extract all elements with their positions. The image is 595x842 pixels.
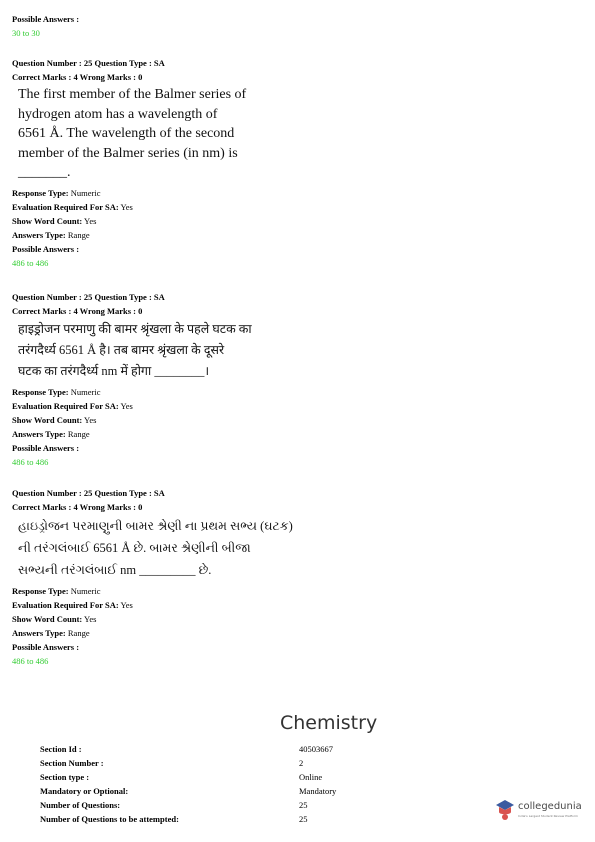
question-text [18, 85, 246, 183]
evaluation-value: Yes [120, 401, 133, 411]
section-info-row [40, 742, 370, 756]
possible-answers-label: Possible Answers : [12, 443, 80, 453]
response-type-label: Response Type: [12, 387, 69, 397]
question-marks: Correct Marks : 4 Wrong Marks : 0 [12, 306, 143, 316]
possible-answers-value: 486 to 486 [12, 457, 49, 467]
evaluation-label: Evaluation Required For SA: [12, 600, 119, 610]
possible-answers-label: Possible Answers : [12, 14, 80, 24]
section-info-row [40, 798, 370, 812]
word-count-value: Yes [84, 614, 97, 624]
answers-type-value: Range [67, 229, 90, 240]
question-text-line: member of the Balmer series (in nm) is [18, 145, 238, 161]
question-text-line: હાઇડ્રોજન પરમાણુની બામર શ્રેણી ના પ્રથમ સભ્ય (ઘટક) [18, 519, 293, 533]
question-text-line: तरंगदैर्ध्य 6561 Å है। तब बामर श्रृंखला के दूसरे [18, 343, 225, 357]
section-info-table [40, 742, 370, 826]
answers-type-value: Range [67, 628, 90, 638]
section-info-row [40, 756, 370, 770]
section-info-label: Number of Questions to be attempted: [40, 814, 179, 824]
question-block-hindi [12, 290, 252, 469]
top-answer-block [12, 12, 79, 40]
possible-answers-value: 486 to 486 [12, 257, 49, 268]
word-count-value: Yes [84, 215, 97, 226]
question-block-english [12, 56, 246, 270]
section-info-value: 25 [299, 814, 308, 824]
question-text [18, 319, 252, 382]
question-text-line: _______. [18, 165, 71, 180]
question-meta [12, 584, 293, 668]
section-title: Chemistry [280, 712, 378, 734]
possible-answers-value: 486 to 486 [12, 656, 49, 666]
section-info-label: Mandatory or Optional: [40, 786, 129, 796]
question-text-line: The first member of the Balmer series of [18, 87, 247, 102]
evaluation-value: Yes [120, 600, 133, 610]
question-text-line: घटक का तरंगदैर्ध्य nm में होगा ________। [18, 364, 210, 378]
logo-name: collegedunia [518, 801, 582, 812]
question-marks: Correct Marks : 4 Wrong Marks : 0 [12, 502, 143, 512]
section-info-row [40, 770, 370, 784]
question-text [18, 515, 293, 581]
question-marks: Correct Marks : 4 Wrong Marks : 0 [12, 72, 143, 82]
word-count-value: Yes [84, 415, 97, 425]
section-info-value: Mandatory [299, 786, 337, 796]
section-info-value: 40503667 [299, 744, 333, 754]
question-meta [12, 385, 252, 469]
evaluation-label: Evaluation Required For SA: [12, 201, 119, 212]
answers-type-label: Answers Type: [12, 628, 66, 638]
section-info-label: Section Number : [40, 758, 104, 768]
evaluation-label: Evaluation Required For SA: [12, 401, 119, 411]
section-info-label: Section Id : [40, 744, 82, 754]
question-header: Question Number : 25 Question Type : SA [12, 58, 165, 68]
question-text-line: સભ્યની તરંગલંબાઈ nm _________ છે. [18, 563, 212, 577]
answers-type-value: Range [67, 429, 90, 439]
section-info-row [40, 784, 370, 798]
possible-answers-label: Possible Answers : [12, 642, 80, 652]
possible-answers-value: 30 to 30 [12, 28, 40, 38]
section-info-label: Number of Questions: [40, 800, 121, 810]
question-header: Question Number : 25 Question Type : SA [12, 292, 165, 302]
word-count-label: Show Word Count: [12, 415, 83, 425]
response-type-value: Numeric [70, 187, 101, 198]
possible-answers-label: Possible Answers : [12, 243, 80, 254]
question-block-gujarati [12, 486, 293, 668]
section-info-row [40, 812, 370, 826]
question-meta [12, 186, 246, 270]
word-count-label: Show Word Count: [12, 614, 83, 624]
logo-tagline: India's Largest Student Review Platform [518, 814, 578, 818]
section-info-value: 25 [299, 800, 308, 810]
question-text-line: 6561 Å. The wavelength of the second [18, 126, 235, 141]
question-header: Question Number : 25 Question Type : SA [12, 488, 165, 498]
question-text-line: हाइड्रोजन परमाणु की बामर श्रृंखला के पहले घटक का [18, 322, 252, 336]
section-info-value: 2 [299, 758, 304, 768]
response-type-label: Response Type: [12, 586, 69, 596]
evaluation-value: Yes [120, 201, 133, 212]
collegedunia-logo [494, 798, 584, 824]
response-type-value: Numeric [70, 387, 101, 397]
question-text-line: ની તરંગલંબાઈ 6561 Å છે. બામર શ્રેણીની બીજા [18, 541, 251, 555]
question-text-line: hydrogen atom has a wavelength of [18, 106, 218, 122]
section-info-label: Section type : [40, 772, 90, 782]
word-count-label: Show Word Count: [12, 215, 83, 226]
collegedunia-logo-icon [494, 798, 516, 822]
answers-type-label: Answers Type: [12, 429, 66, 439]
section-info-value: Online [299, 772, 323, 782]
response-type-label: Response Type: [12, 187, 69, 198]
answers-type-label: Answers Type: [12, 229, 66, 240]
response-type-value: Numeric [70, 586, 101, 596]
